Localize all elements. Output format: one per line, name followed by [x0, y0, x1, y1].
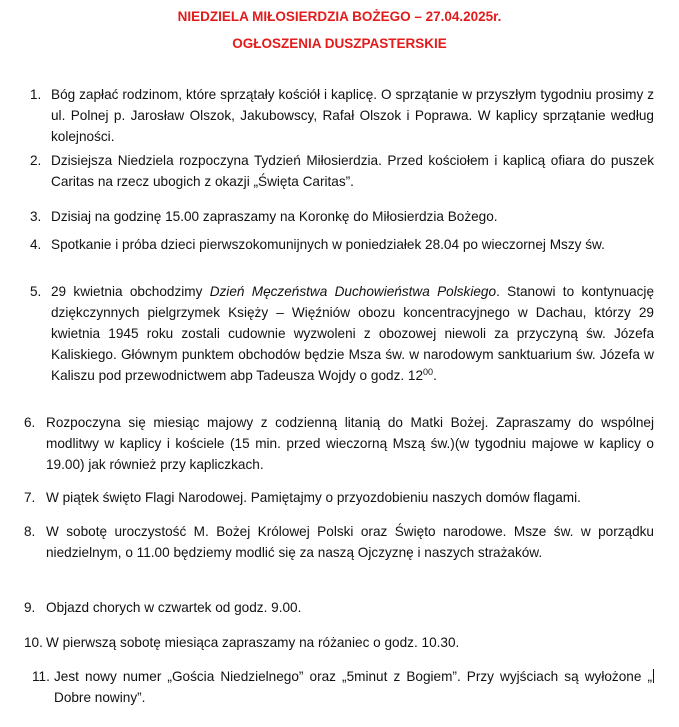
announcement-2 — [30, 150, 654, 192]
text-cursor — [653, 669, 654, 683]
announcement-5 — [30, 281, 654, 386]
announcement-number: 10. — [24, 635, 43, 650]
emphasis-text: Dzień Męczeństwa Duchowieństwa Polskiego — [209, 284, 497, 299]
superscript: 00 — [423, 367, 434, 377]
announcement-9 — [24, 597, 654, 618]
announcement-number: 5. — [30, 284, 42, 299]
announcement-text: Dzisiejsza Niedziela rozpoczyna Tydzień Miłosierdzia. Przed kościołem i kaplicą ofiara do puszek Caritas na rzecz ubogich z okazji „Święta Caritas”. — [51, 153, 654, 189]
announcement-7 — [24, 487, 654, 508]
announcement-10 — [24, 632, 654, 653]
announcement-text: W sobotę uroczystość M. Bożej Królowej Polski oraz Święto narodowe. Msze św. w porządku niedzielnym, o 11.00 będziemy modlić się za naszą Ojczyznę i naszych strażaków. — [46, 524, 654, 560]
announcement-11 — [32, 666, 654, 708]
announcement-text: W piątek święto Flagi Narodowej. Pamiętajmy o przyozdobieniu naszych domów flagami. — [46, 490, 581, 505]
announcement-text: 29 kwietnia obchodzimy Dzień Męczeństwa Duchowieństwa Polskiego. Stanowi to kontynuację dziękczynnych pielgrzymek Księży – Więźniów obozu koncentracyjnego w Dachau, którzy 29 kwietnia 1945 roku zostali cudownie wyzwoleni z obozowej niewoli za przyczyną św. Józefa Kaliskiego. Głównym punktem obchodów będzie Msza św. w narodowym sanktuarium św. Józefa w Kaliszu pod przewodnictwem abp Tadeusza Wojdy o godz. $12^{00}$. — [51, 284, 654, 383]
announcement-text: Jest nowy numer „Gościa Niedzielnego” oraz „5minut z Bogiem”. Przy wyjściach są wyłożone „Dobre nowiny”. — [54, 669, 652, 705]
announcement-6 — [24, 412, 654, 475]
bulletin-subtitle: OGŁOSZENIA DUSZPASTERSKIE — [232, 36, 447, 51]
announcement-text: Rozpoczyna się miesiąc majowy z codzienną litanią do Matki Bożej. Zapraszamy do wspólnej modlitwy w kaplicy i kościele (15 min. przed wieczorną Mszą św.)(w tygodniu majowe w kaplicy o 19.00) jak również przy kapliczkach. — [46, 415, 654, 472]
announcement-number: 1. — [30, 87, 42, 102]
announcement-text: Dzisiaj na godzinę 15.00 zapraszamy na Koronkę do Miłosierdzia Bożego. — [51, 209, 498, 224]
announcement-text: Spotkanie i próba dzieci pierwszokomunijnych w poniedziałek 28.04 po wieczornej Mszy św. — [51, 237, 605, 252]
announcement-number: 4. — [30, 237, 42, 252]
announcement-number: 8. — [24, 524, 36, 539]
announcement-text: Bóg zapłać rodzinom, które sprzątały kościół i kaplicę. O sprzątanie w przyszłym tygodniu prosimy z ul. Polnej p. Jarosław Olszok, Jakubowscy, Rafał Olszok i Poprawa. W kaplicy sprzątanie według kolejności. — [51, 87, 654, 144]
announcement-8 — [24, 521, 654, 563]
announcement-number: 3. — [30, 209, 42, 224]
announcement-number: 11. — [32, 669, 50, 684]
announcement-number: 7. — [24, 490, 36, 505]
announcement-number: 2. — [30, 153, 42, 168]
announcement-text: W pierwszą sobotę miesiąca zapraszamy na różaniec o godz. 10.30. — [46, 635, 460, 650]
announcement-number: 6. — [24, 415, 36, 430]
announcement-text: Objazd chorych w czwartek od godz. 9.00. — [46, 600, 302, 615]
announcement-3 — [30, 206, 654, 227]
bulletin-title: NIEDZIELA MIŁOSIERDZIA BOŻEGO – 27.04.2025r. — [177, 9, 502, 24]
announcement-number: 9. — [24, 600, 36, 615]
announcement-4 — [30, 234, 654, 255]
announcement-1 — [30, 84, 654, 147]
